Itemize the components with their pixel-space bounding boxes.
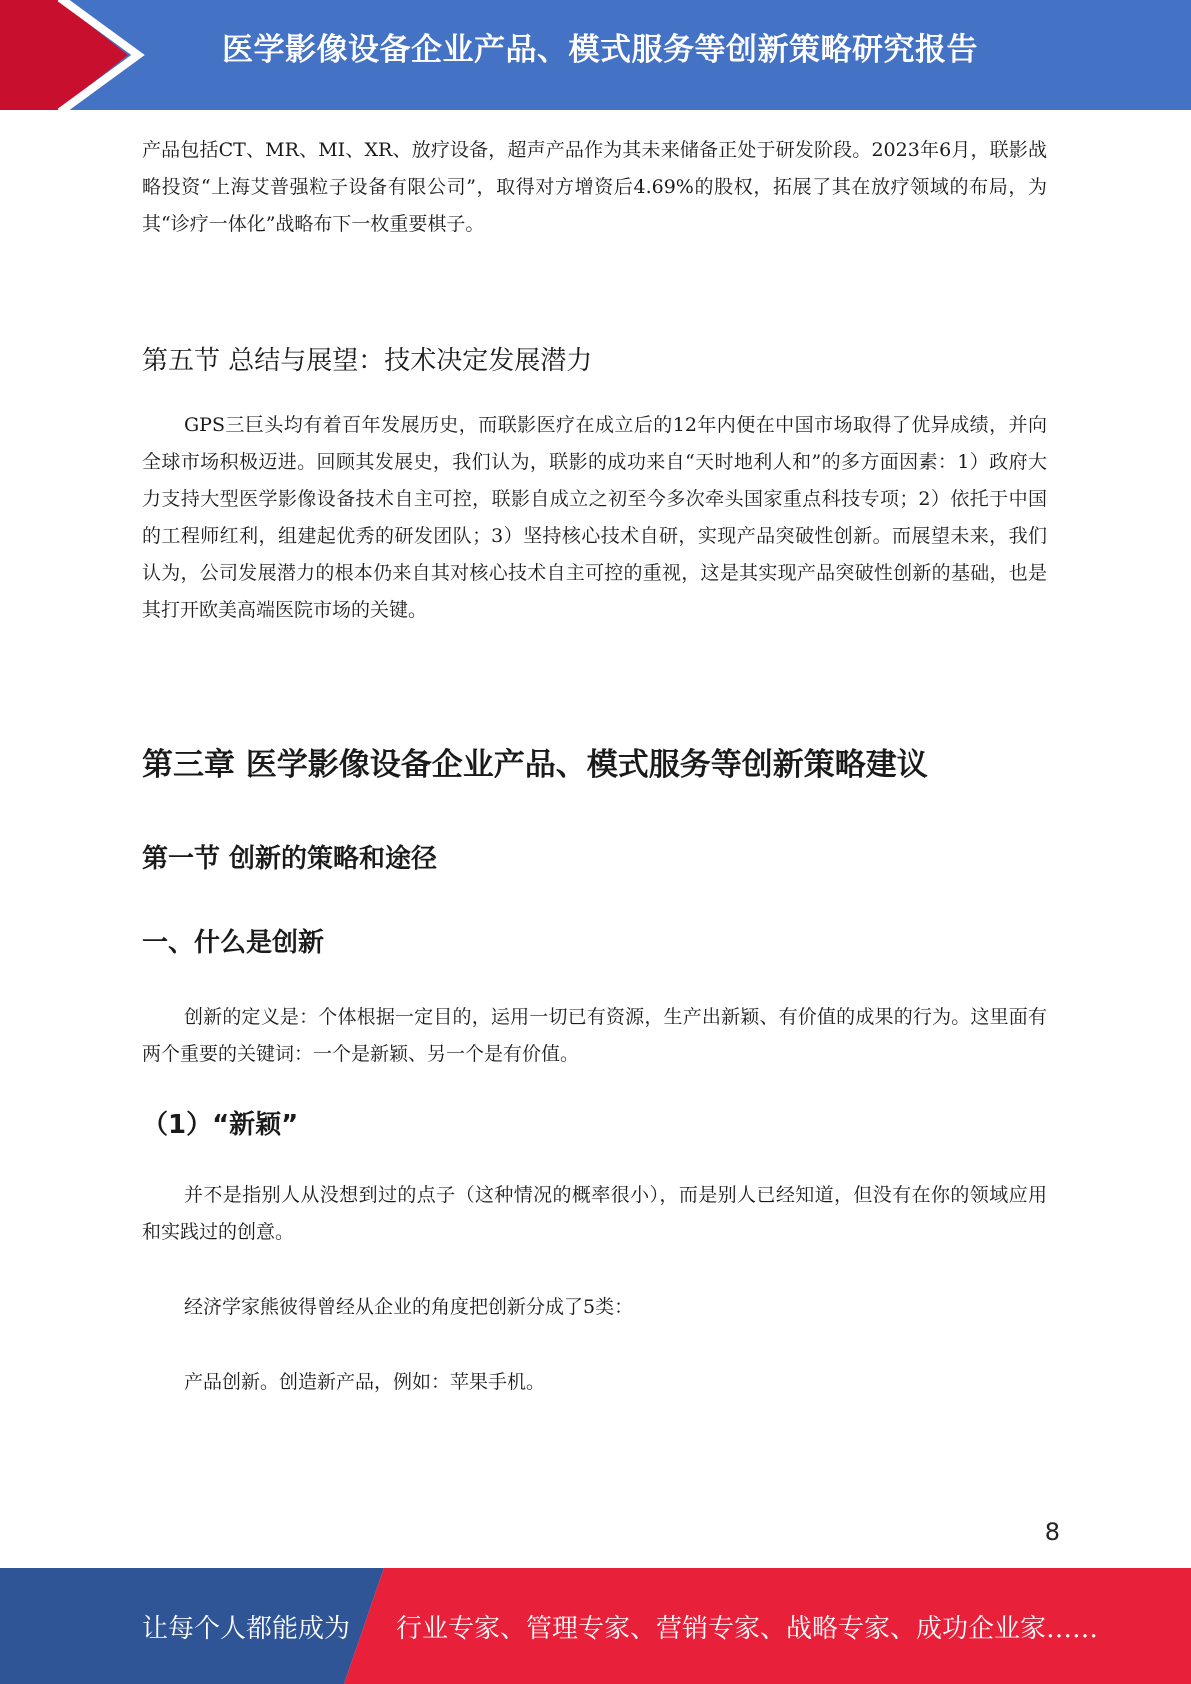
page-footer [0, 1568, 1191, 1684]
section-1-heading: 第一节 创新的策略和途径 [142, 844, 438, 874]
page-header [0, 0, 1191, 110]
header-chevron-icon [0, 0, 160, 110]
paragraph-product-innovation: 产品创新。创造新产品，例如：苹果手机。 [184, 1371, 546, 1393]
section-5-heading: 第五节 总结与展望：技术决定发展潜力 [142, 346, 593, 376]
chapter-3-heading: 第三章 医学影像设备企业产品、模式服务等创新策略建议 [142, 747, 928, 783]
footer-slogan-left: 让每个人都能成为 [142, 1614, 351, 1644]
footer-slogan-right: 行业专家、管理专家、营销专家、战略专家、成功企业家…… [396, 1614, 1099, 1644]
paragraph-innovation-definition: 创新的定义是：个体根据一定目的，运用一切已有资源，生产出新颖、有价值的成果的行为。这里面有两个重要的关键词：一个是新颖、另一个是有价值。 [142, 1006, 1047, 1065]
subsection-novelty: （1）“新颖” [142, 1110, 299, 1140]
paragraph-novelty: 并不是指别人从没想到过的点子（这种情况的概率很小），而是别人已经知道，但没有在你的领域应用和实践过的创意。 [142, 1184, 1047, 1243]
page-number: 8 [1044, 1518, 1060, 1546]
page-content [142, 132, 1047, 1401]
paragraph-summary: GPS三巨头均有着百年发展历史，而联影医疗在成立后的12年内便在中国市场取得了优异成绩，并向全球市场积极迈进。回顾其发展史，我们认为，联影的成功来自“天时地利人和”的多方面因素：1）政府大力支持大型医学影像设备技术自主可控，联影自成立之初至今多次牵头国家重点科技专项；2）依托于中国的工程师红利，组建起优秀的研发团队；3）坚持核心技术自研，实现产品突破性创新。而展望未来，我们认为，公司发展潜力的根本仍来自其对核心技术自主可控的重视，这是其实现产品突破性创新的基础，也是其打开欧美高端医院市场的关键。 [142, 414, 1047, 621]
paragraph-product-lines: 产品包括CT、MR、MI、XR、放疗设备，超声产品作为其未来储备正处于研发阶段。2023年6月，联影战略投资“上海艾普强粒子设备有限公司”，取得对方增资后4.69%的股权，拓展了其在放疗领域的布局，为其“诊疗一体化”战略布下一枚重要棋子。 [142, 139, 1047, 235]
report-title: 医学影像设备企业产品、模式服务等创新策略研究报告 [222, 32, 978, 68]
subsection-what-is-innovation: 一、什么是创新 [142, 928, 325, 958]
paragraph-schumpeter: 经济学家熊彼得曾经从企业的角度把创新分成了5类： [184, 1296, 634, 1318]
